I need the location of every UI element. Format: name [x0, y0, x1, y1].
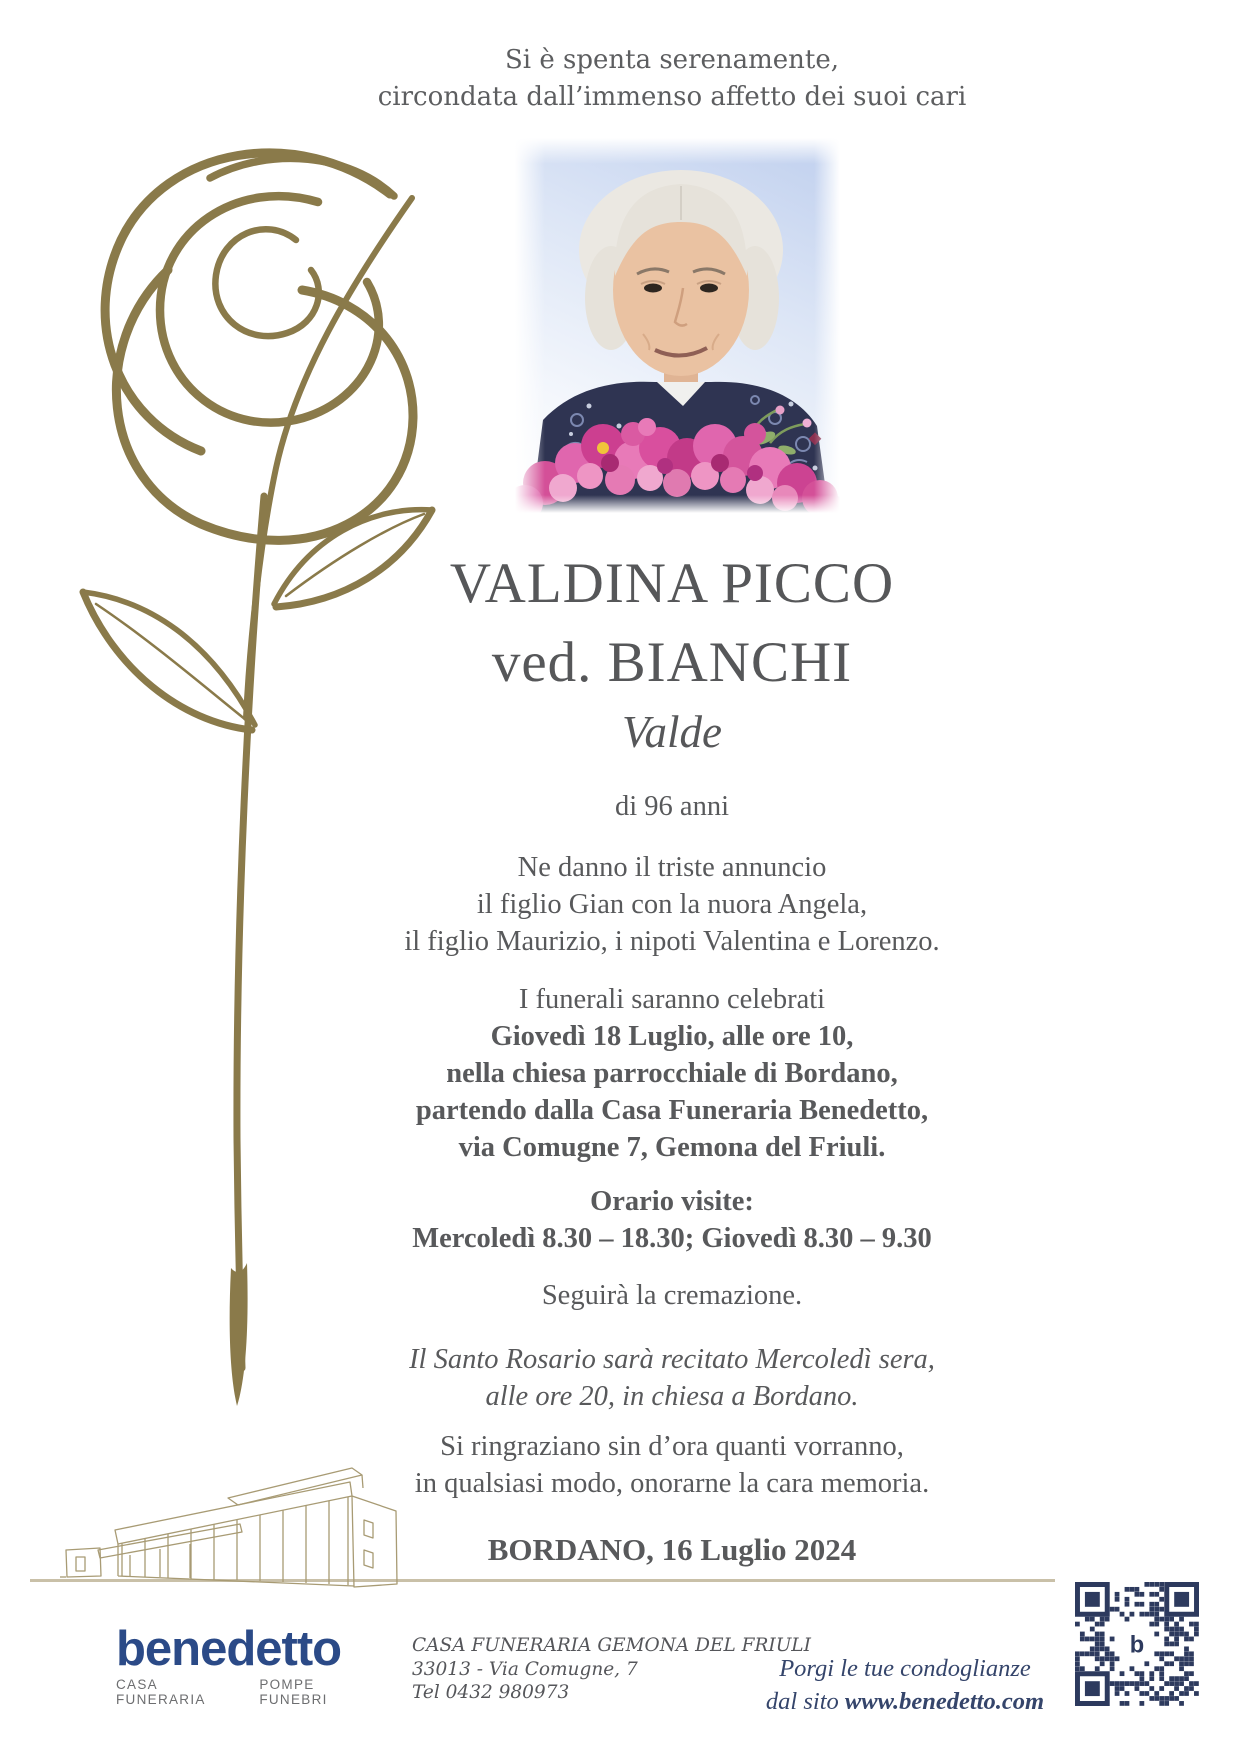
family-announcement	[182, 849, 1162, 960]
funeral-date-line: Giovedì 18 Luglio, alle ore 10,	[490, 1021, 854, 1052]
intro-line-1: Si è spenta serenamente,	[504, 45, 840, 75]
address-line-2: 33013 - Via Comugne, 7	[412, 1658, 638, 1680]
benedetto-logo-wordmark: benedetto	[116, 1622, 342, 1676]
address-line-1: CASA FUNERARIA GEMONA DEL FRIULI	[412, 1635, 811, 1656]
deceased-nickname: Valde	[622, 707, 722, 757]
thanks-line-1: Si ringraziano sin d’ora quanti vorranno,	[440, 1431, 904, 1462]
visiting-hours-title: Orario visite:	[590, 1186, 754, 1217]
deceased-name-line-1: VALDINA PICCO	[449, 552, 895, 615]
thanks-line-2: in qualsiasi modo, onorarne la cara memoria.	[414, 1468, 930, 1499]
intro-line-2: circondata dall’immenso affetto dei suoi cari	[377, 82, 967, 112]
deceased-name-line-2: ved. BIANCHI	[491, 631, 853, 694]
place-date-line: BORDANO, 16 Luglio 2024	[487, 1532, 857, 1567]
portrait-photo	[515, 138, 840, 513]
funeral-church-line: nella chiesa parrocchiale di Bordano,	[446, 1058, 898, 1089]
condolence-line-2	[730, 1685, 1080, 1718]
condolence-prefix: dal sito	[765, 1688, 845, 1715]
address-line-3: Tel 0432 980973	[412, 1682, 570, 1703]
deceased-age: di 96 anni	[615, 791, 729, 822]
rosary-note	[182, 1341, 1162, 1415]
condolence-line-1: Porgi le tue condoglianze	[779, 1655, 1031, 1682]
deceased-name	[182, 544, 1162, 702]
funeral-home-drawing	[60, 1458, 405, 1608]
benedetto-logo-tagline	[116, 1677, 376, 1707]
announcement-line-1: Ne danno il triste annuncio	[517, 852, 827, 883]
visiting-hours-times: Mercoledì 8.30 – 18.30; Giovedì 8.30 – 9.30	[412, 1223, 932, 1254]
rosary-line-1: Il Santo Rosario sarà recitato Mercoledì sera,	[409, 1344, 935, 1375]
logo-tagline-right: POMPE FUNEBRI	[259, 1677, 328, 1707]
funeral-intro-line: I funerali saranno celebrati	[518, 984, 826, 1015]
qr-code	[1075, 1582, 1199, 1706]
funeral-details	[182, 981, 1162, 1166]
cremation-note: Seguirà la cremazione.	[541, 1280, 803, 1311]
benedetto-logo	[116, 1624, 376, 1707]
qr-center-letter: b	[1129, 1632, 1145, 1659]
announcement-line-3: il figlio Maurizio, i nipoti Valentina e Lorenzo.	[404, 926, 940, 957]
visiting-hours	[182, 1183, 1162, 1257]
funeral-departure-line: partendo dalla Casa Funeraria Benedetto,	[415, 1095, 929, 1126]
portrait-drawing	[515, 138, 840, 513]
condolence-website: www.benedetto.com	[844, 1688, 1045, 1715]
funeral-address-line: via Comugne 7, Gemona del Friuli.	[458, 1132, 886, 1163]
opening-sentence	[182, 42, 1162, 116]
rosary-line-2: alle ore 20, in chiesa a Bordano.	[485, 1381, 859, 1412]
condolence-invitation	[730, 1652, 1080, 1718]
logo-tagline-left: CASA FUNERARIA	[116, 1677, 206, 1707]
announcement-line-2: il figlio Gian con la nuora Angela,	[476, 889, 868, 920]
